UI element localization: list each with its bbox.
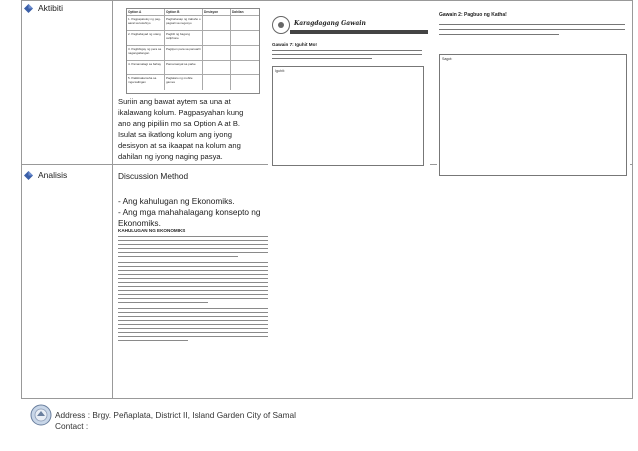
article-line bbox=[118, 274, 268, 275]
table-cell bbox=[203, 31, 231, 45]
decision-table-header bbox=[127, 9, 259, 16]
table-cell: Paghahanap ng trabaho o pagsali sa negosyo bbox=[165, 16, 203, 30]
article-line bbox=[118, 312, 268, 313]
article-line bbox=[118, 324, 268, 325]
article-line bbox=[118, 286, 268, 287]
sheet-subtitle: Gawain 7: Iguhit Mo! bbox=[272, 42, 317, 47]
row-label-text: Aktibiti bbox=[38, 3, 64, 13]
discussion-method-label: Discussion Method bbox=[118, 171, 189, 181]
table-row bbox=[127, 61, 259, 75]
text-line bbox=[272, 54, 422, 55]
article-line bbox=[118, 320, 268, 321]
table-cell: 4. Pamamalagi sa bahay bbox=[127, 61, 165, 74]
table-border-right bbox=[632, 0, 633, 399]
article-line bbox=[118, 308, 268, 309]
text-line bbox=[439, 29, 625, 30]
sheet-title: Karagdagang Gawain bbox=[294, 20, 366, 27]
drawing-box-label: Iguhit: bbox=[275, 69, 285, 73]
table-row bbox=[127, 75, 259, 90]
article-line bbox=[118, 340, 188, 341]
article-line bbox=[118, 262, 268, 263]
table-cell bbox=[231, 46, 259, 60]
sheet-title-band bbox=[290, 30, 428, 34]
table-row bbox=[127, 31, 259, 46]
table-row bbox=[127, 16, 259, 31]
footer-contact: Contact : bbox=[55, 421, 89, 431]
answer-box-label: Sagot: bbox=[442, 57, 453, 61]
article-line bbox=[118, 244, 268, 245]
karagdagang-gawain-sheet bbox=[268, 6, 430, 178]
table-cell: Paglalaro ng mobile games bbox=[165, 75, 203, 90]
discussion-points bbox=[118, 196, 278, 229]
header-cell: Option B bbox=[165, 9, 203, 15]
article-line bbox=[118, 240, 268, 241]
table-cell: Pagbili ng bagong cellphone bbox=[165, 31, 203, 45]
table-border-left bbox=[21, 0, 22, 399]
table-cell: 1. Pagpapatuloy ng pag-aaral sa kolehiyo bbox=[127, 16, 165, 30]
table-row bbox=[127, 46, 259, 61]
article-line bbox=[118, 266, 268, 267]
table-cell bbox=[231, 75, 259, 90]
gawain-2-sheet bbox=[437, 6, 630, 178]
row-label-text: Analisis bbox=[38, 170, 68, 180]
row-label-aktibiti bbox=[24, 3, 63, 13]
article-line bbox=[118, 270, 268, 271]
table-cell bbox=[231, 31, 259, 45]
article-line bbox=[118, 336, 268, 337]
article-line bbox=[118, 236, 268, 237]
table-cell: 5. Pakikisalamuha sa mga kaibigan bbox=[127, 75, 165, 90]
article-line bbox=[118, 256, 238, 257]
footer-contact-info bbox=[55, 410, 296, 432]
karagdagang-gawain-logo-icon bbox=[272, 16, 290, 34]
article-line bbox=[118, 316, 268, 317]
article-title: KAHULUGAN NG EKONOMIKS bbox=[118, 228, 186, 233]
article-line bbox=[118, 298, 268, 299]
article-line bbox=[118, 294, 268, 295]
list-item: - Ang mga mahahalagang konsepto ng Ekonomiks. bbox=[118, 207, 261, 228]
table-cell: 3. Pagbibigay ng pera sa nagangailangan bbox=[127, 46, 165, 60]
table-cell: Pamamasyal sa parke bbox=[165, 61, 203, 74]
header-cell: Desisyon bbox=[203, 9, 231, 15]
column-divider bbox=[112, 0, 113, 399]
article-line bbox=[118, 290, 268, 291]
drawing-box bbox=[272, 66, 424, 166]
table-cell bbox=[203, 46, 231, 60]
table-cell bbox=[203, 75, 231, 90]
table-cell bbox=[231, 16, 259, 30]
footer-address: Address : Brgy. Peñaplata, District II, Island Garden City of Samal bbox=[55, 410, 297, 420]
school-seal-icon bbox=[30, 404, 52, 426]
article-line bbox=[118, 278, 268, 279]
text-line bbox=[272, 58, 372, 59]
table-cell bbox=[231, 61, 259, 74]
article-line bbox=[118, 332, 268, 333]
row-label-analisis bbox=[24, 170, 67, 180]
table-cell bbox=[203, 61, 231, 74]
diamond-bullet-icon bbox=[24, 171, 33, 180]
article-line bbox=[118, 252, 268, 253]
diamond-bullet-icon bbox=[24, 4, 33, 13]
article-line bbox=[118, 282, 268, 283]
decision-table-image bbox=[126, 8, 260, 94]
text-line bbox=[439, 34, 559, 35]
text-line bbox=[439, 24, 625, 25]
header-cell: Option A bbox=[127, 9, 165, 15]
article-line bbox=[118, 328, 268, 329]
table-cell: 2. Pagbabayad ng utang bbox=[127, 31, 165, 45]
text-line bbox=[272, 50, 422, 51]
article-line bbox=[118, 248, 268, 249]
sheet-title: Gawain 2: Pagbuo ng Katha! bbox=[439, 12, 507, 18]
article-line bbox=[118, 302, 208, 303]
table-cell: Pagiipon para sa pansarili bbox=[165, 46, 203, 60]
answer-box bbox=[439, 54, 627, 176]
header-cell: Dahilan bbox=[232, 10, 244, 14]
aktibiti-instruction: Suriin ang bawat aytem sa una at ikalawang kolum. Pagpasyahan kung ano ang pipiliin mo sa Option A at B. Isulat sa ikatlong kolum ang iyong desisyon at sa ikaapat na kolum ang dahilan ng iyong naging pasya. bbox=[118, 97, 244, 161]
table-cell bbox=[203, 16, 231, 30]
list-item: - Ang kahulugan ng Ekonomiks. bbox=[118, 196, 235, 206]
